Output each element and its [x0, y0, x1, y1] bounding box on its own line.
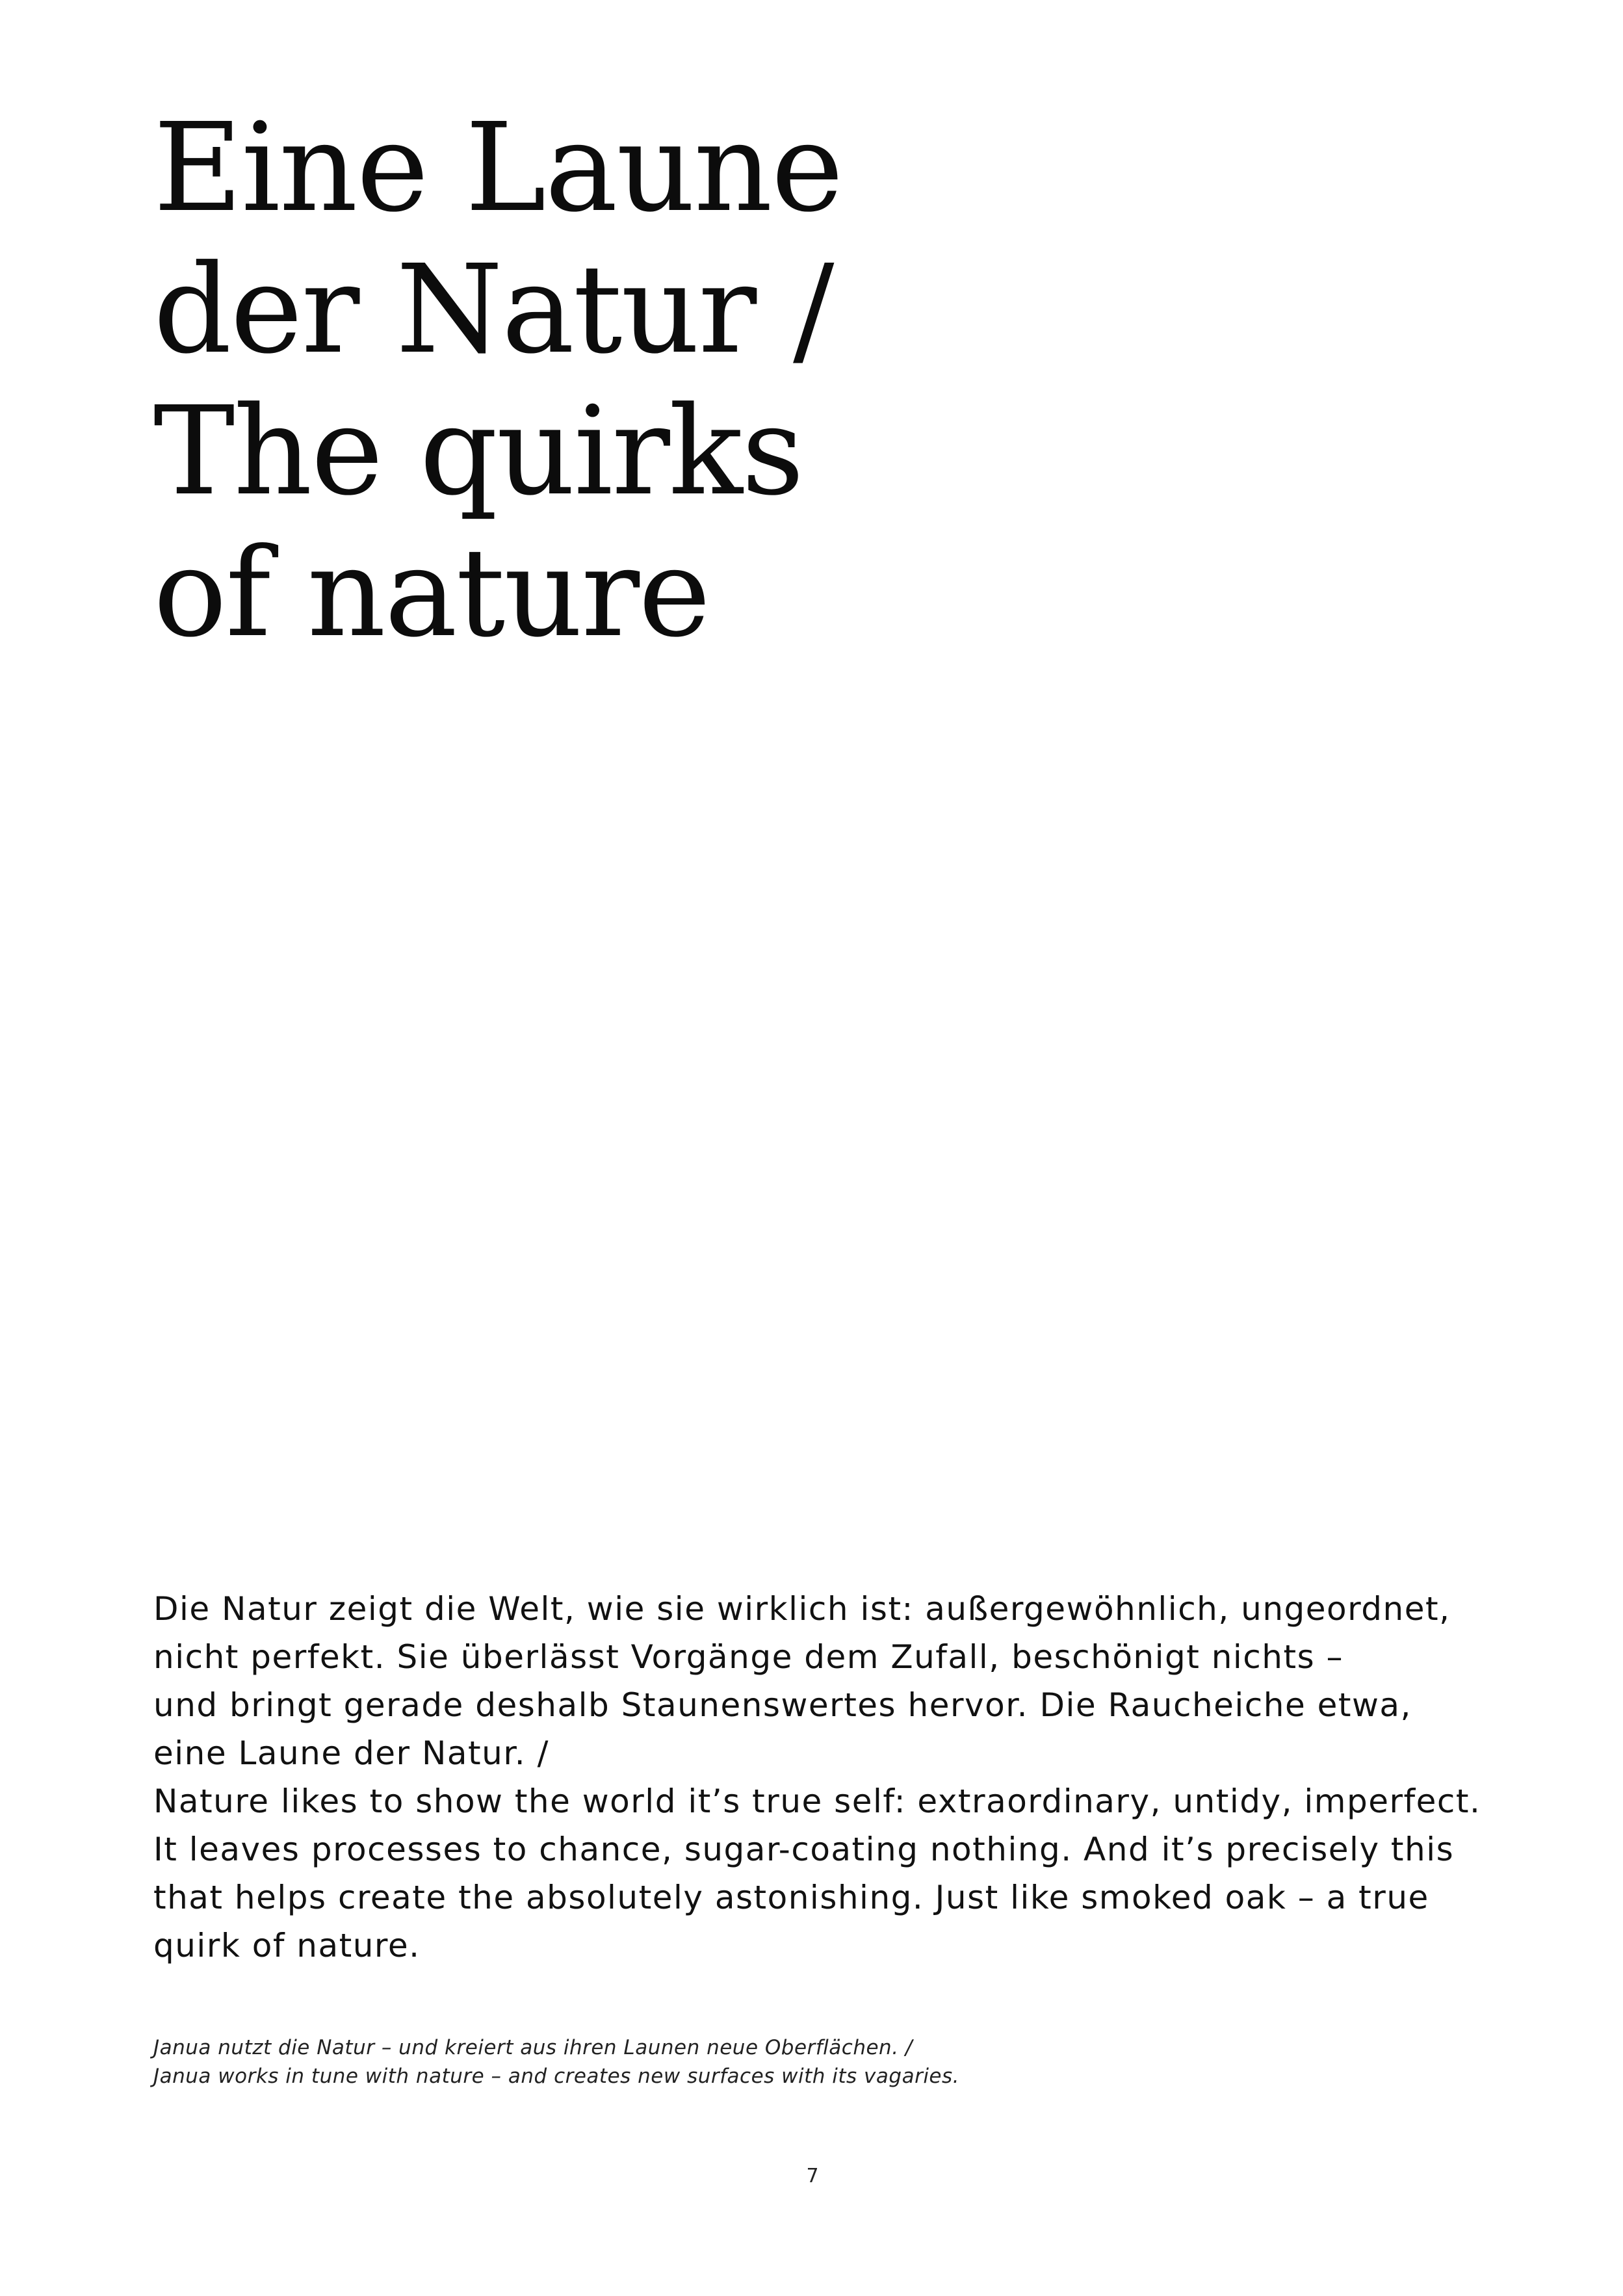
page-number: 7 [806, 2165, 819, 2187]
body-line: nicht perfekt. Sie überlässt Vorgänge dem Zufall, beschönigt nichts – [153, 1638, 1344, 1676]
body-paragraph [153, 1585, 1551, 1970]
title-line: The quirks [153, 380, 803, 523]
caption-line: Janua nutzt die Natur – und kreiert aus ihren Launen neue Oberflächen. / [153, 2036, 913, 2059]
image-caption [153, 2033, 1258, 2091]
title-line: of nature [153, 522, 710, 664]
body-line: quirk of nature. [153, 1927, 421, 1964]
body-line: It leaves processes to chance, sugar-coating nothing. And it’s precisely this [153, 1831, 1455, 1868]
body-line: eine Laune der Natur. / [153, 1734, 549, 1772]
body-line: Die Natur zeigt die Welt, wie sie wirklich ist: außergewöhnlich, ungeordnet, [153, 1590, 1451, 1628]
body-line: Nature likes to show the world it’s true self: extraordinary, untidy, imperfect. [153, 1782, 1481, 1820]
page-title [153, 98, 1128, 664]
title-line: Eine Laune [153, 97, 842, 239]
body-line: und bringt gerade deshalb Staunenswertes hervor. Die Raucheiche etwa, [153, 1686, 1412, 1724]
title-line: der Natur / [153, 239, 833, 381]
caption-line: Janua works in tune with nature – and creates new surfaces with its vagaries. [153, 2065, 960, 2088]
body-line: that helps create the absolutely astonishing. Just like smoked oak – a true [153, 1879, 1429, 1916]
